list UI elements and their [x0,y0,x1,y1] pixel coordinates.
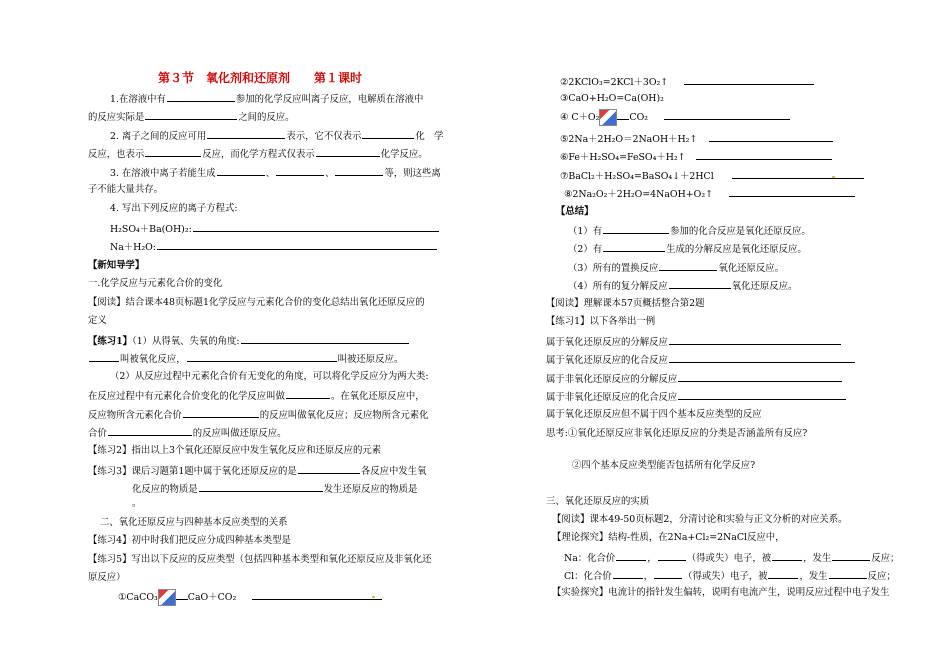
exercise-2: 【练习2】指出以上3个氧化还原反应中发生氧化反应和还原反应的元素 [88,445,382,456]
blank [654,569,682,579]
think-1: 思考:①氧化还原反应非氧化还原反应的分类是否涵盖所有反应? [546,428,808,439]
section-2-heading: 二、氧化还原反应与四种基本反应类型的关系 [100,517,288,528]
blank [362,129,414,139]
exercise-1-line2: 叫被氧化反应， 叫被还原反应。 [88,352,403,366]
stray-mark [832,176,835,178]
example-3: 属于非氧化还原反应的分解反应 [546,372,843,386]
question-4a: H₂SO₄＋Ba(OH)₂: [110,222,440,236]
blank [276,166,324,176]
blank [664,110,790,120]
blank [145,110,237,120]
summary-4: （4）所有的复分解反应 氧化还原反应。 [568,281,798,292]
example-2: 属于氧化还原反应的化合反应 [546,353,856,367]
chlorine-line: Cl：化合价 ， （得或失）电子，被 ，发生 反应； [564,571,896,582]
blank [157,240,437,250]
exercise-3-end: 。 [132,498,142,509]
blank [207,129,285,139]
page-title: 第３节 氧化剂和还原剂 第１课时 [158,71,363,85]
blank [616,551,646,561]
exercise-1-part2: （2）从反应过程中元素化合价有无变化的角度，可以将化学反应分为两大类: [110,371,429,382]
exercise-1-line5: 反应物所含元素化合价 的反应叫做氧化反应；反应物所含元素化 [88,410,429,421]
exercise-1-line4: 在反应过程中有元素化合价变化的化学反应叫做 。在氧化还原反应中， [88,391,425,402]
blank [286,389,330,399]
blank [613,569,643,579]
summary-heading: 【总结】 [556,206,594,217]
reading-2: 【阅读】理解课本57页概括整合第2题 [546,298,705,309]
question-2: 2. 离子之间的反应可用 表示，它不仅表示 化 学 [110,131,444,142]
blank [669,335,841,345]
blank [768,569,798,579]
example-4: 属于非氧化还原反应的化合反应 [546,390,847,404]
blank [732,169,864,179]
blank [316,147,380,157]
blank [183,408,259,418]
summary-2: （2）有 生成的分解反应是氧化还原反应。 [568,244,807,255]
blank [669,279,731,289]
blank [193,222,439,232]
blank [167,92,235,102]
image-placeholder-icon [599,109,617,126]
reaction-2: ②2KClO₃=2KCl＋3O₂↑ [560,75,815,89]
question-2-cont: 反应，也表示 反应，而化学方程式仅表示 化学反应。 [88,149,428,160]
blank [772,551,802,561]
section-3-heading: 三、氧化还原反应的实质 [546,496,650,507]
blank [145,147,201,157]
blank [199,482,323,492]
exercise-r1: 【练习1】以下各举出一例 [546,316,656,327]
blank [832,551,870,561]
question-4: 4. 写出下列反应的离子方程式: [110,203,238,214]
blank [696,150,832,160]
blank [709,132,833,142]
question-3: 3. 在溶液中离子若能生成 、 、 等，则这些离 [110,168,441,179]
question-1: 1.在溶液中有 参加的化学反应叫离子反应，电解质在溶液中 [110,94,424,105]
reaction-7: ⑦BaCl₂＋H₂SO₄=BaSO₄↓＋2HCl [560,169,865,183]
blank [217,166,265,176]
blank [603,242,665,252]
section-heading-new-guide: 【新知导学】 [88,260,145,271]
example-1: 属于氧化还原反应的分解反应 [546,335,842,349]
stray-mark [372,596,375,598]
blank [684,75,814,85]
reaction-1: ①CaCO₃ CaO＋CO₂ [118,589,383,606]
blank [187,352,337,362]
blank [335,166,383,176]
blank [298,464,360,474]
exercise-1: 【练习1】（1）从得氧、失氧的角度: [88,334,410,348]
exercise-3-cont: 化反应的物质是 发生还原反应的物质是 [132,484,418,495]
blank [658,551,686,561]
exercise-5-cont: 原反应） [88,572,126,583]
reaction-8: ⑧2Na₂O₂＋2H₂O=4NaOH+O₂↑ [564,187,856,201]
section-1-heading: 一.化学反应与元素化合价的变化 [88,278,223,289]
example-5: 属于氧化还原反应但不属于四个基本反应类型的反应 [546,409,762,420]
exercise-5: 【练习5】写出以下反应的反应类型（包括四种基本类型和氧化还原反应及非氧化还 [88,554,432,565]
reading-3: 【阅读】课本49-50页标题2，分清讨论和实验与正文分析的对应关系。 [552,514,848,525]
exercise-3: 【练习3】课后习题第1题中属于氧化还原反应的是 各反应中发生氧 [88,466,427,477]
blank [829,569,867,579]
blank [108,426,192,436]
reading-1: 【阅读】结合课本48页标题1化学反应与元素化合价的变化总结出氧化还原反应的 [88,297,425,308]
blank [241,334,409,344]
blank [678,372,842,382]
reaction-6: ⑥Fe＋H₂SO₄=FeSO₄＋H₂↑ [560,150,833,164]
reaction-3: ③CaO+H₂O=Ca(OH)₂ [560,93,664,104]
question-3-cont: 子不能大量共存。 [88,184,164,195]
question-4b: Na＋H₂O: [110,240,438,254]
blank [89,352,119,362]
blank [252,590,382,600]
blank [729,187,855,197]
blank [603,224,669,234]
think-2: ②四个基本反应类型能否包括所有化学反应? [572,460,756,471]
blank [659,261,717,271]
blank [678,390,846,400]
reaction-4: ④ C＋O₂ CO₂ [560,109,791,126]
summary-3: （3）所有的置换反应 氧化还原反应。 [568,263,784,274]
exercise-4: 【练习4】初中时我们把反应分成四种基本类型是 [88,535,291,546]
experiment-inquiry: 【实验探究】电流计的指针发生偏转，说明有电流产生，说明反应过程中电子发生 [552,587,890,598]
reaction-5: ⑤2Na＋2H₂O＝2NaOH＋H₂↑ [560,132,834,146]
theory-inquiry: 【理论探究】结构-性质，在2Na+Cl₂=2NaCl反应中， [552,532,785,543]
image-placeholder-icon [158,589,176,606]
summary-1: （1）有 参加的化合反应是氧化还原反应。 [568,226,811,237]
question-1-cont: 的反应实际是 之间的反应。 [88,112,295,123]
blank [669,353,855,363]
sodium-line: Na：化合价 ， （得或失）电子，被 ，发生 反应； [564,553,900,564]
exercise-1-line6: 合价 的反应叫做还原反应。 [88,428,287,439]
reading-1-cont: 定义 [88,315,107,326]
